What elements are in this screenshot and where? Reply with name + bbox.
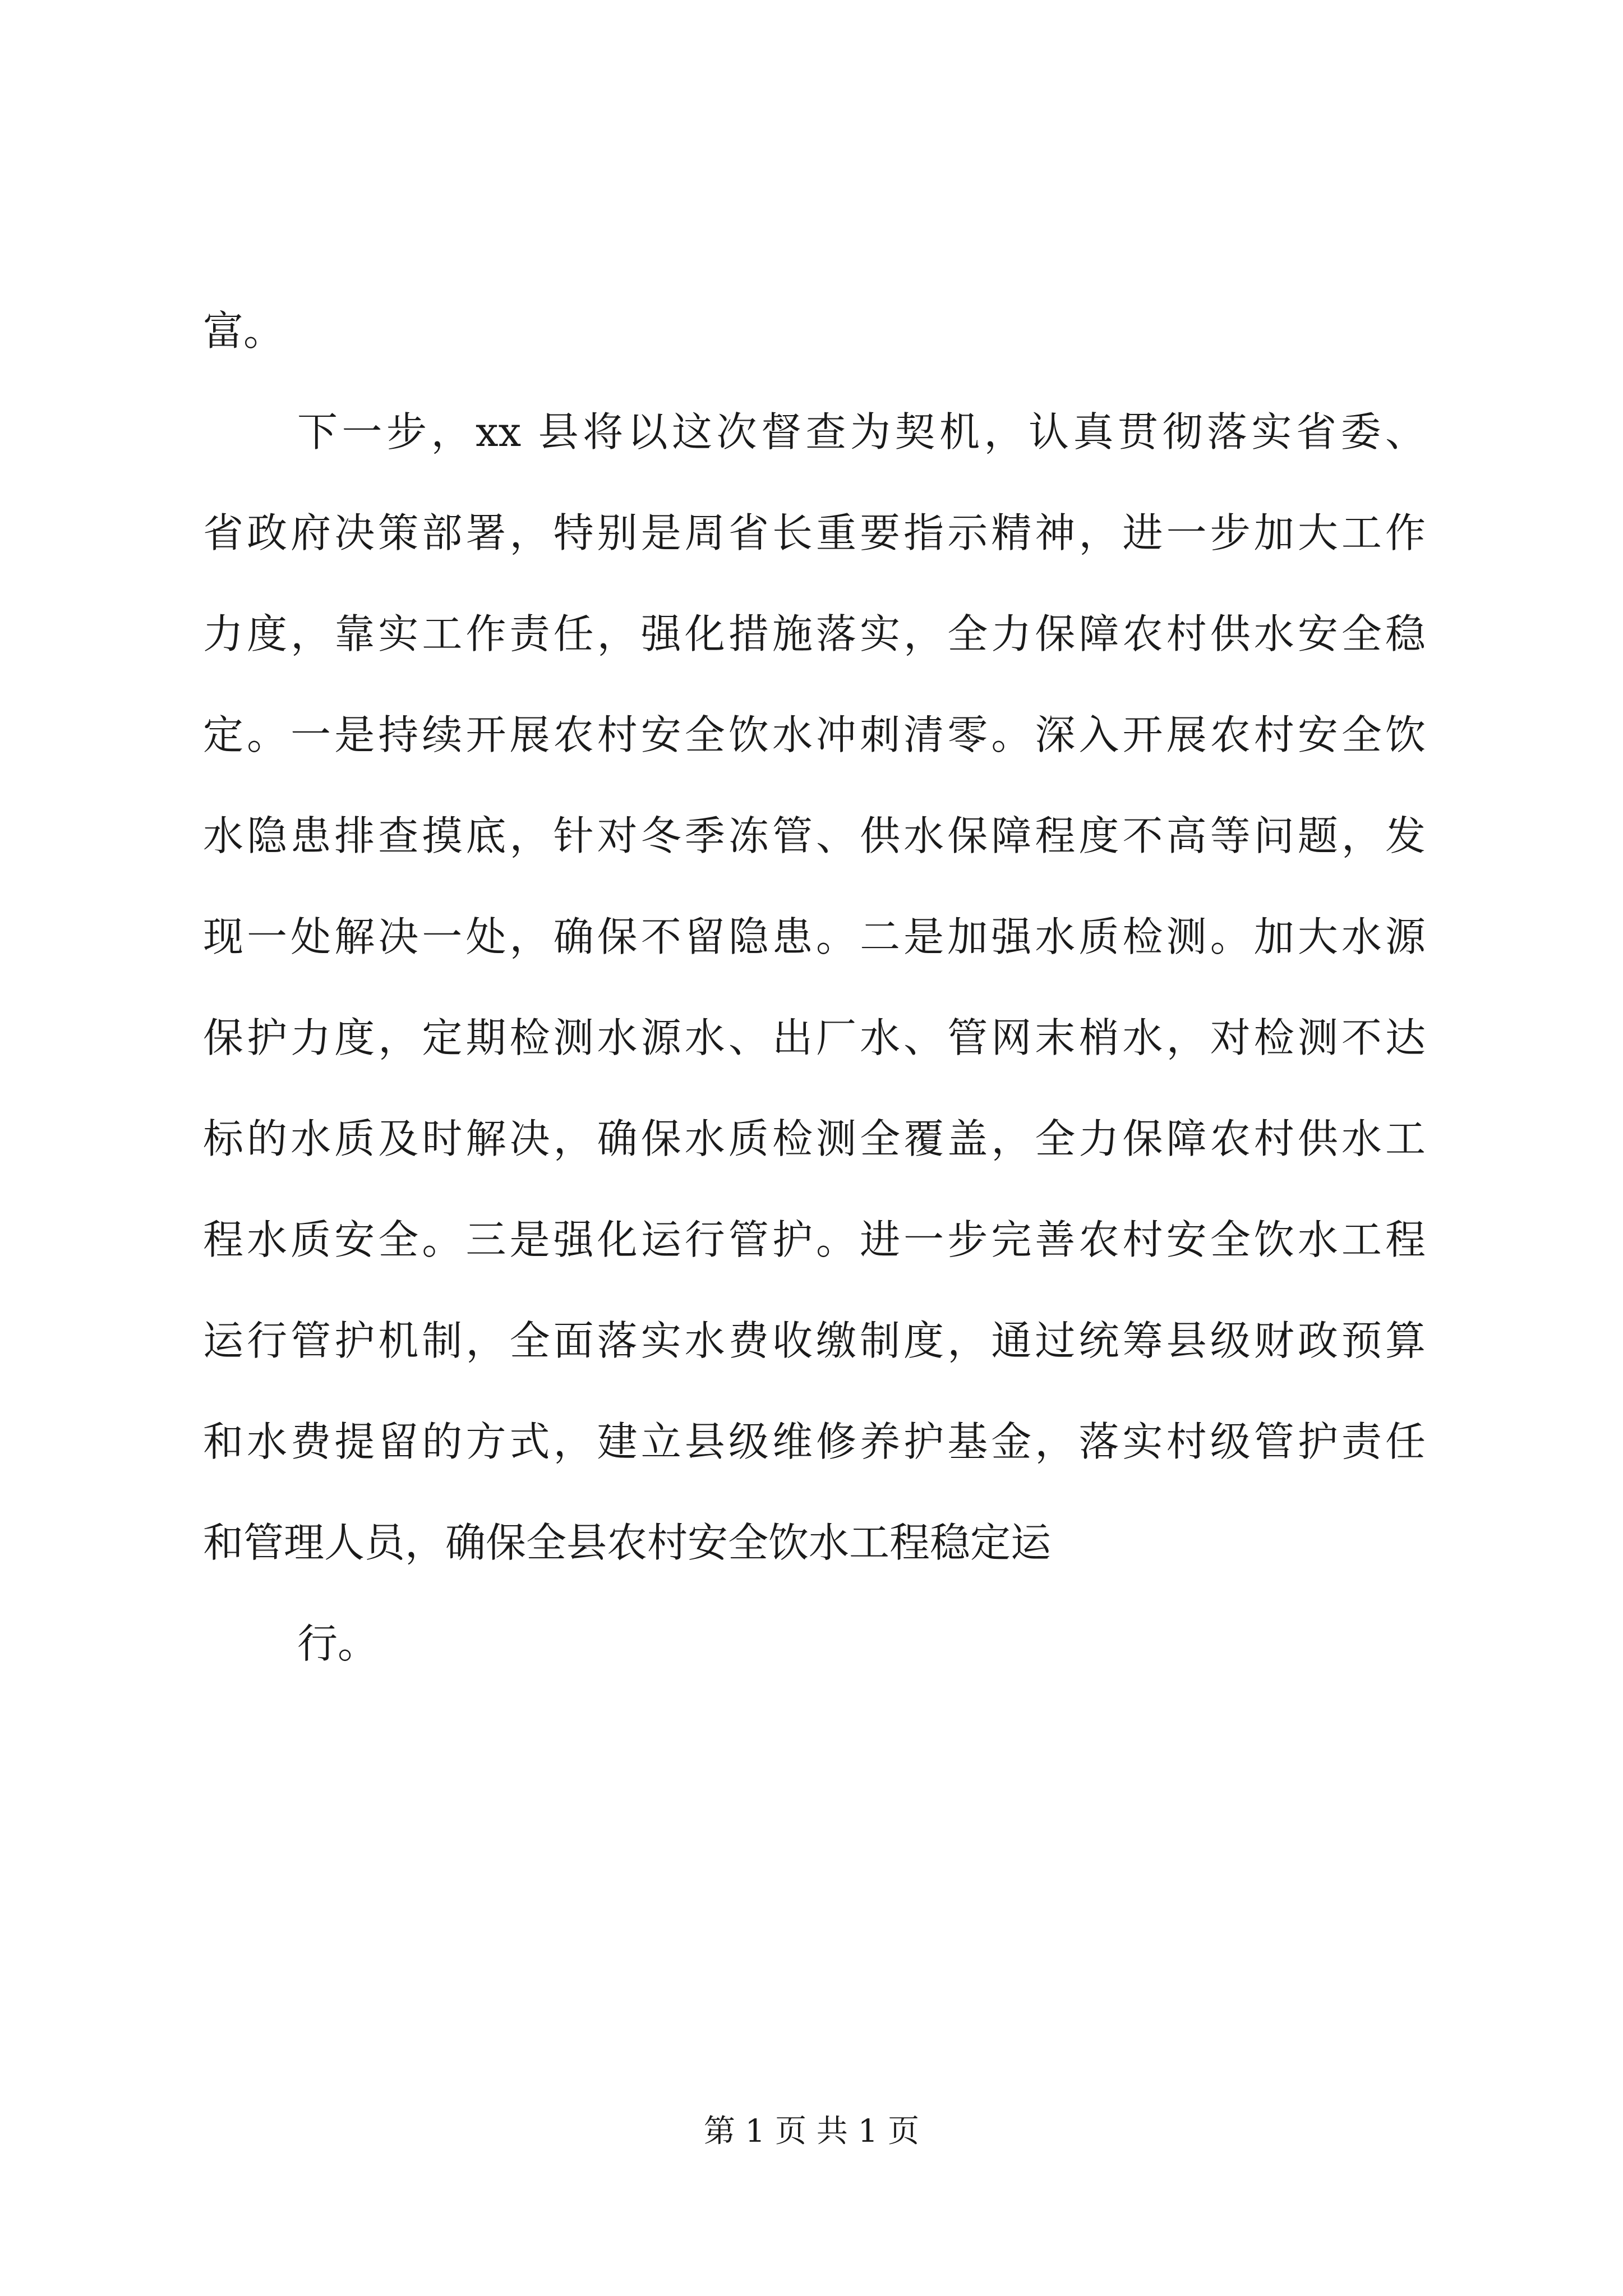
page-footer: 第 1 页 共 1 页 <box>703 2113 920 2150</box>
text-line: 程水质安全。三是强化运行管护。进一步完善农村安全饮水工程 <box>203 1216 1426 1263</box>
text-line: 和水费提留的方式，建立县级维修养护基金，落实村级管护责任 <box>203 1418 1426 1465</box>
paragraph-first-line: 下一步，xx 县将以这次督查为契机，认真贯彻落实省委、 <box>297 408 1426 455</box>
text-line: 运行管护机制，全面落实水费收缴制度，通过统筹县级财政预算 <box>203 1317 1426 1364</box>
text-line: 标的水质及时解决，确保水质检测全覆盖，全力保障农村供水工 <box>203 1115 1426 1162</box>
text-line: 和管理人员，确保全县农村安全饮水工程稳定运 <box>203 1519 1052 1566</box>
text-line: 保护力度，定期检测水源水、出厂水、管网末梢水，对检测不达 <box>203 1014 1426 1061</box>
text-line: 力度，靠实工作责任，强化措施落实，全力保障农村供水安全稳 <box>203 610 1426 657</box>
text-line: 行。 <box>297 1620 379 1667</box>
text-line: 省政府决策部署，特别是周省长重要指示精神，进一步加大工作 <box>203 509 1426 556</box>
text-line: 现一处解决一处，确保不留隐患。二是加强水质检测。加大水源 <box>203 913 1426 960</box>
text-line: 水隐患排查摸底，针对冬季冻管、供水保障程度不高等问题，发 <box>203 812 1426 859</box>
body-text <box>203 280 1426 1694</box>
text-line: 富。 <box>203 307 284 355</box>
text-line: 定。一是持续开展农村安全饮水冲刺清零。深入开展农村安全饮 <box>203 711 1426 758</box>
